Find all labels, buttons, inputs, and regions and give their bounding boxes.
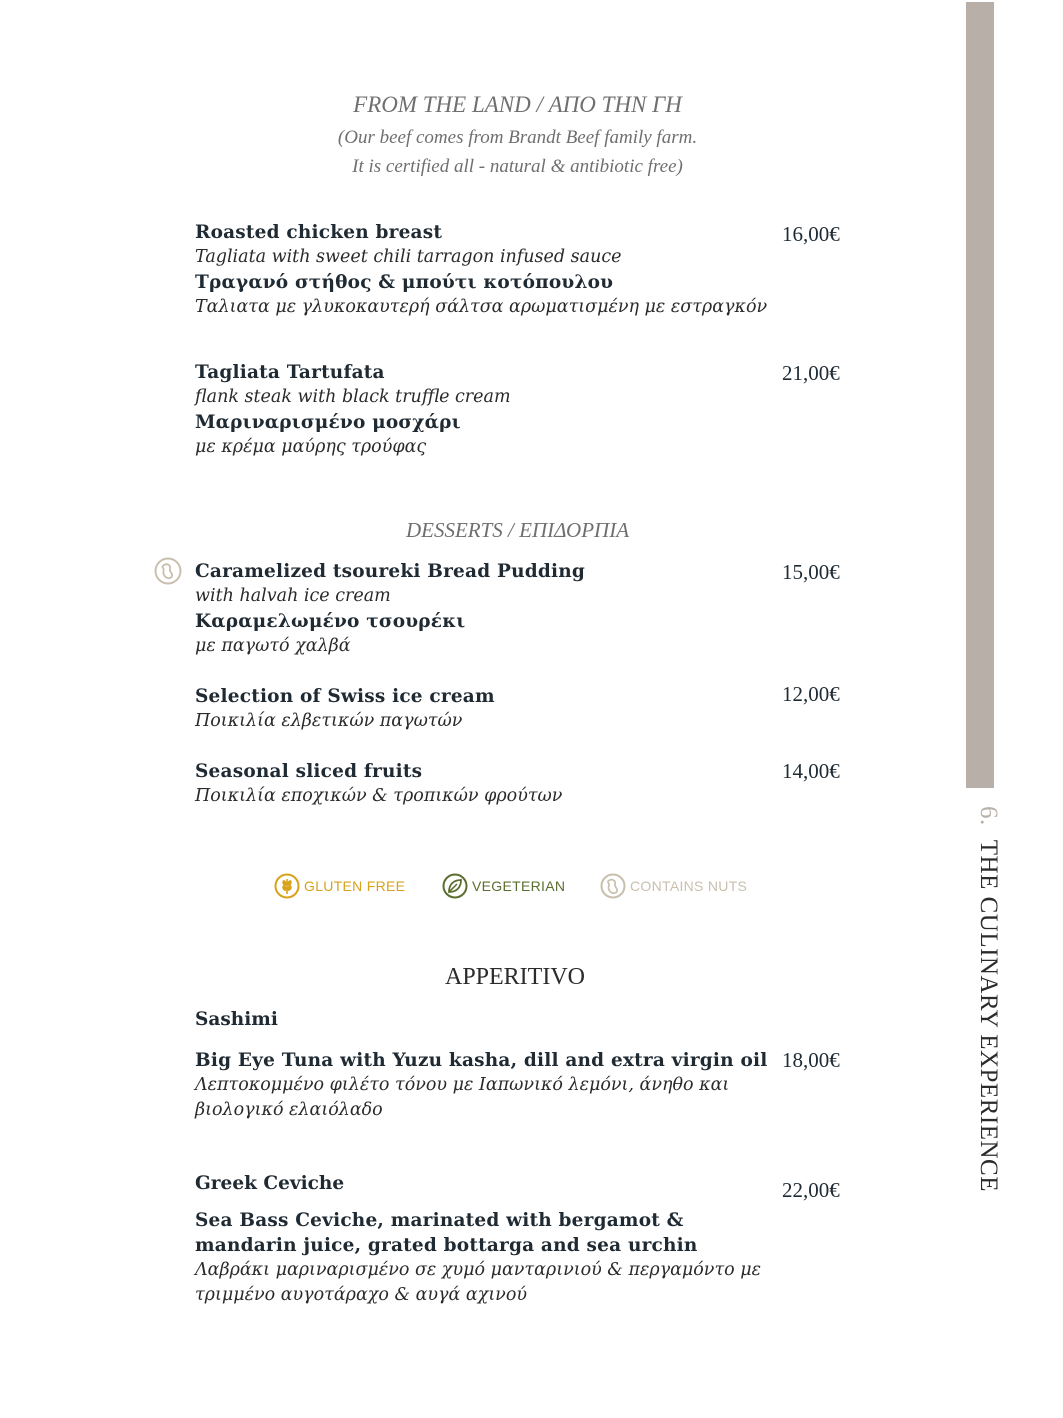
chapter-label bbox=[962, 806, 1002, 1192]
item-name-en: Big Eye Tuna with Yuzu kasha, dill and extra virgin oil bbox=[195, 1050, 768, 1071]
chapter-number: 6. bbox=[975, 806, 1002, 826]
item-name-gr: Καραμελωμένο τσουρέκι bbox=[195, 611, 466, 632]
item-desc-gr: με κρέμα μαύρης τρούφας bbox=[195, 437, 427, 457]
item-name-en: Tagliata Tartufata bbox=[195, 362, 385, 383]
menu-item-swiss-ice-cream bbox=[195, 684, 775, 734]
item-name-en: Seasonal sliced fruits bbox=[195, 761, 423, 782]
subsection-heading-ceviche: Greek Ceviche bbox=[195, 1173, 345, 1194]
legend-vegetarian bbox=[442, 872, 565, 900]
item-desc-gr: Ταλιατα με γλυκοκαυτερή σάλτσα αρωματισμένη με εστραγκόν bbox=[195, 297, 768, 317]
item-name-gr: Τραγανό στήθος & μπούτι κοτόπουλου bbox=[195, 272, 614, 293]
menu-item-seasonal-fruits bbox=[195, 759, 775, 809]
legend-label: GLUTEN FREE bbox=[304, 878, 406, 894]
item-desc-en: with halvah ice cream bbox=[195, 586, 391, 606]
nut-icon bbox=[600, 873, 626, 899]
item-name-en: Sea Bass Ceviche, marinated with bergamot & mandarin juice, grated bottarga and sea urchin bbox=[195, 1210, 698, 1256]
legend-label: VEGETERIAN bbox=[472, 878, 566, 894]
section-title-apperitivo: APPERITIVO bbox=[444, 964, 585, 990]
contains-nuts-icon bbox=[154, 557, 182, 585]
item-price: 12,00€ bbox=[782, 682, 840, 706]
item-price: 15,00€ bbox=[782, 560, 840, 584]
item-price: 22,00€ bbox=[782, 1178, 840, 1202]
leaf-icon bbox=[442, 873, 468, 899]
item-name-en: Roasted chicken breast bbox=[195, 222, 443, 243]
item-desc-en: flank steak with black truffle cream bbox=[195, 387, 511, 407]
item-price: 21,00€ bbox=[782, 361, 840, 385]
sidebar-accent-bar bbox=[966, 2, 994, 788]
item-name-gr: Μαριναρισμένο μοσχάρι bbox=[195, 412, 461, 433]
item-desc-en: Tagliata with sweet chili tarragon infused sauce bbox=[195, 247, 622, 267]
section-note-line1: (Our beef comes from Brandt Beef family farm. bbox=[337, 127, 698, 148]
item-desc-gr: Ποικιλία εποχικών & τροπικών φρούτων bbox=[195, 786, 563, 806]
menu-item-tagliata bbox=[195, 360, 775, 460]
item-price: 18,00€ bbox=[782, 1048, 840, 1072]
section-title-desserts: DESSERTS / ΕΠΙΔΟΡΠΙΑ bbox=[405, 518, 630, 542]
item-price: 16,00€ bbox=[782, 222, 840, 246]
subsection-heading-sashimi: Sashimi bbox=[195, 1009, 278, 1030]
legend-gluten-free bbox=[274, 872, 405, 900]
item-price: 14,00€ bbox=[782, 759, 840, 783]
wheat-icon bbox=[274, 873, 300, 899]
item-desc-gr: Ποικιλία ελβετικών παγωτών bbox=[195, 711, 463, 731]
menu-item-bread-pudding bbox=[195, 559, 775, 659]
menu-item-roasted-chicken bbox=[195, 220, 775, 320]
legend-contains-nuts bbox=[600, 872, 747, 900]
menu-item-big-eye-tuna bbox=[195, 1048, 775, 1123]
item-desc-gr: Λαβράκι μαριναρισμένο σε χυμό μανταρινιού & περγαμόντο με τριμμένο αυγοτάραχο & αυγά αχινού bbox=[195, 1260, 761, 1305]
item-desc-gr: Λεπτοκομμένο φιλέτο τόνου με Ιαπωνικό λεμόνι, άνηθο και βιολογικό ελαιόλαδο bbox=[195, 1075, 730, 1120]
section-note-line2: It is certified all - natural & antibiotic free) bbox=[352, 156, 683, 177]
item-name-en: Selection of Swiss ice cream bbox=[195, 686, 495, 707]
item-desc-gr: με παγωτό χαλβά bbox=[195, 636, 351, 656]
item-name-en: Caramelized tsoureki Bread Pudding bbox=[195, 561, 586, 582]
menu-item-sea-bass-ceviche bbox=[195, 1208, 775, 1308]
chapter-title: THE CULINARY EXPERIENCE bbox=[975, 839, 1002, 1192]
legend-label: CONTAINS NUTS bbox=[630, 878, 748, 894]
section-title-land: FROM THE LAND / ΑΠΟ ΤΗΝ ΓΗ bbox=[353, 92, 682, 117]
